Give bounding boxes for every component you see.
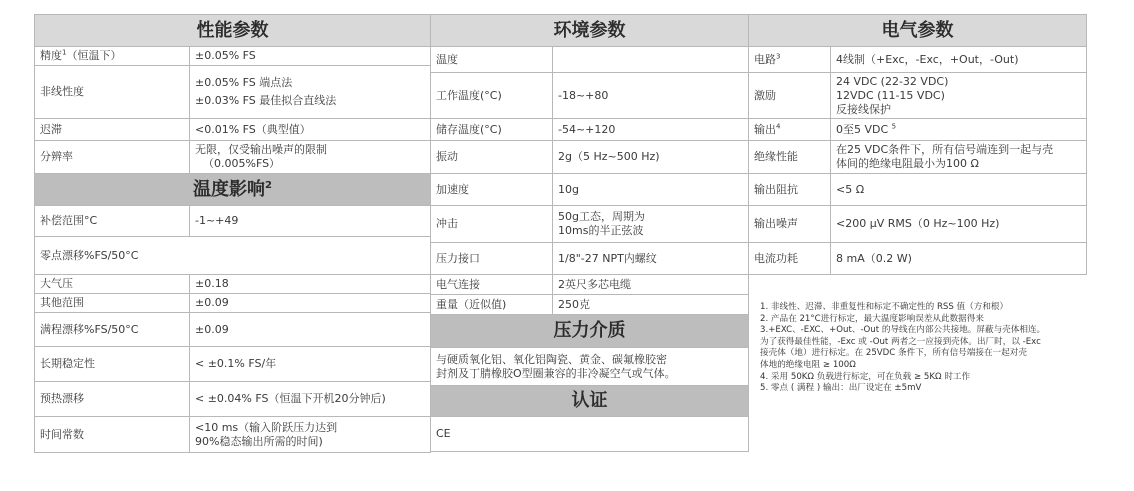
table-row (749, 243, 1087, 275)
row-value: ±0.05% FS 端点法 ±0.03% FS 最佳拟合直线法 (190, 66, 431, 119)
certification-title: 认证 (431, 386, 749, 417)
footnotes (760, 302, 1100, 395)
row-label: 补偿范围°C (35, 206, 190, 237)
table-row (431, 47, 749, 73)
row-value (553, 47, 749, 73)
media-text: 与硬质氧化铝、氧化铝陶瓷、黄金、碳氟橡胶密 封剂及丁腈橡胶O型圈兼容的非冷凝空气或气体。 (431, 348, 749, 386)
row-value: 无限，仅受输出噪声的限制 （0.005%FS） (190, 141, 431, 174)
row-value: 50g工态，周期为 10ms的半正弦波 (553, 206, 749, 243)
row-label: 非线性度 (35, 66, 190, 119)
table-row (35, 417, 431, 453)
row-value: <5 Ω (831, 174, 1087, 206)
row-value: -1~+49 (190, 206, 431, 237)
row-label: 输出噪声 (749, 206, 831, 243)
table-row (431, 73, 749, 119)
row-label: 满程漂移%FS/50°C (35, 313, 190, 347)
footnote: 1. 非线性、迟滞、非重复性和标定不确定性的 RSS 值（方和根） (760, 302, 1009, 312)
row-value: <0.01% FS（典型值） (190, 119, 431, 141)
row-value: ±0.09 (190, 294, 431, 313)
row-label: 工作温度(°C) (431, 73, 553, 119)
table-row (35, 47, 431, 66)
environment-column (430, 14, 749, 452)
table-row (35, 294, 431, 313)
table-row (749, 141, 1087, 174)
footnote: 为了获得最佳性能，-Exc 或 -Out 两者之一应接到壳体。出厂时，以 -Exc (760, 336, 1041, 347)
row-label: 长期稳定性 (35, 347, 190, 382)
footnote: 5. 零点 ( 满程 ) 输出：出厂设定在 ±5mV (760, 383, 922, 394)
footnote: 接壳体（地）进行标定。在 25VDC 条件下，所有信号端接在一起对壳 (760, 348, 1027, 359)
table-row (35, 313, 431, 347)
table-row (431, 206, 749, 243)
row-value: 4线制（+Exc，-Exc，+Out，-Out) (831, 47, 1087, 73)
row-label: 激励 (749, 73, 831, 119)
environment-title: 环境参数 (431, 15, 749, 47)
performance-column (34, 14, 431, 453)
row-label: 温度 (431, 47, 553, 73)
row-label: 压力接口 (431, 243, 553, 275)
table-row (431, 275, 749, 295)
footnote: 4. 采用 50KΩ 负载进行标定，可在负载 ≥ 5KΩ 时工作 (760, 371, 971, 382)
row-value: <200 µV RMS（0 Hz~100 Hz) (831, 206, 1087, 243)
row-value: 在25 VDC条件下，所有信号端连到一起与壳 体间的绝缘电阻最小为100 Ω (831, 141, 1087, 174)
row-label: 精度$^1$（恒温下） (35, 47, 190, 66)
row-value: -18~+80 (553, 73, 749, 119)
row-value: < ±0.04% FS（恒温下开机20分钟后) (190, 382, 431, 417)
footnote: 体地的绝缘电阻 ≥ 100Ω (760, 359, 856, 370)
row-label: 振动 (431, 141, 553, 174)
table-row (35, 382, 431, 417)
row-label: 时间常数 (35, 417, 190, 453)
table-row (35, 275, 431, 294)
row-value: ±0.05% FS (190, 47, 431, 66)
row-label: 加速度 (431, 174, 553, 206)
table-row (749, 206, 1087, 243)
table-row (749, 119, 1087, 141)
table-row (35, 347, 431, 382)
row-label: 输出$^4$ (749, 119, 831, 141)
row-label: 输出阻抗 (749, 174, 831, 206)
table-row (35, 237, 431, 275)
table-row (431, 417, 749, 452)
row-label: 冲击 (431, 206, 553, 243)
performance-title: 性能参数 (35, 15, 431, 47)
table-row (35, 141, 431, 174)
row-label: 大气压 (35, 275, 190, 294)
row-value: < ±0.1% FS/年 (190, 347, 431, 382)
row-value: 1/8"-27 NPT内螺纹 (553, 243, 749, 275)
row-label: 迟滞 (35, 119, 190, 141)
row-value: 250克 (553, 295, 749, 315)
footnote: 3.+EXC、-EXC、+Out、-Out 的导线在内部公共接地。屏蔽与壳体相连。 (760, 325, 1046, 336)
row-value: 2英尺多芯电缆 (553, 275, 749, 295)
row-value: ±0.09 (190, 313, 431, 347)
table-row (431, 348, 749, 386)
row-label: 分辨率 (35, 141, 190, 174)
row-label: 绝缘性能 (749, 141, 831, 174)
row-value: 2g（5 Hz~500 Hz) (553, 141, 749, 174)
table-row (749, 174, 1087, 206)
temperature-title: 温度影响$^2$ (35, 174, 431, 206)
table-row (431, 119, 749, 141)
row-value: 0至5 VDC $^5$ (831, 119, 1087, 141)
footnote: 2. 产品在 21°C进行标定，最大温度影响误差从此数据得来 (760, 313, 984, 324)
row-label: 电流功耗 (749, 243, 831, 275)
row-label: 预热漂移 (35, 382, 190, 417)
row-value: <10 ms（输入阶跃压力达到 90%稳态输出所需的时间) (190, 417, 431, 453)
row-value: 24 VDC (22-32 VDC) 12VDC (11-15 VDC) 反接线保护 (831, 73, 1087, 119)
table-row (35, 66, 431, 119)
row-value: 8 mA（0.2 W) (831, 243, 1087, 275)
row-value: ±0.18 (190, 275, 431, 294)
row-value: -54~+120 (553, 119, 749, 141)
table-row (749, 47, 1087, 73)
row-label: 电气连接 (431, 275, 553, 295)
row-label: 电路$^3$ (749, 47, 831, 73)
table-row (431, 141, 749, 174)
table-row (35, 206, 431, 237)
table-row (35, 119, 431, 141)
row-label: 其他范围 (35, 294, 190, 313)
row-label: 重量（近似值) (431, 295, 553, 315)
certification-value: CE (431, 417, 749, 452)
row-value: 10g (553, 174, 749, 206)
media-title: 压力介质 (431, 315, 749, 348)
table-row (749, 73, 1087, 119)
row-label: 储存温度(°C) (431, 119, 553, 141)
table-row (431, 295, 749, 315)
table-row (431, 174, 749, 206)
electrical-title: 电气参数 (749, 15, 1087, 47)
row-label: 零点漂移%FS/50°C (35, 237, 431, 275)
electrical-column (748, 14, 1087, 275)
table-row (431, 243, 749, 275)
